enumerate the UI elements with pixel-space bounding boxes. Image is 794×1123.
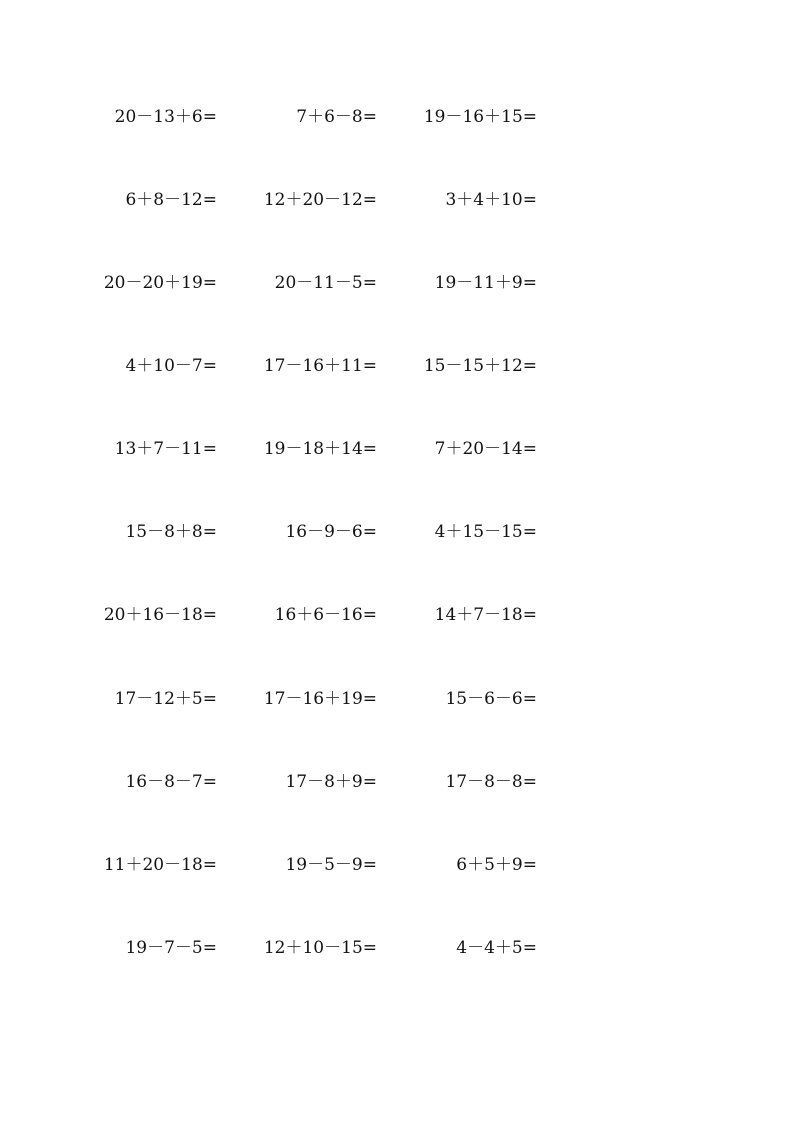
arithmetic-problem: 14＋7－18= [434, 605, 537, 625]
problem-row [0, 268, 794, 298]
arithmetic-problem: 11＋20－18= [103, 855, 217, 875]
arithmetic-problem: 19－11＋9= [434, 273, 537, 293]
arithmetic-problem: 4－4＋5= [456, 938, 537, 958]
problem-row [0, 351, 794, 381]
arithmetic-problem: 17－16＋19= [263, 689, 377, 709]
arithmetic-problem: 20－11－5= [274, 273, 377, 293]
arithmetic-problem: 19－18＋14= [263, 439, 377, 459]
arithmetic-problem: 20＋16－18= [103, 605, 217, 625]
arithmetic-problem: 12＋20－12= [263, 190, 377, 210]
arithmetic-problem: 6＋5＋9= [456, 855, 537, 875]
arithmetic-problem: 17－16＋11= [263, 356, 377, 376]
arithmetic-problem: 15－6－6= [445, 689, 537, 709]
arithmetic-problem: 12＋10－15= [263, 938, 377, 958]
problem-row [0, 185, 794, 215]
problem-row [0, 600, 794, 630]
problem-row [0, 102, 794, 132]
problem-row [0, 517, 794, 547]
arithmetic-problem: 3＋4＋10= [445, 190, 537, 210]
arithmetic-problem: 16－9－6= [285, 522, 377, 542]
problem-row [0, 434, 794, 464]
problem-row [0, 850, 794, 880]
arithmetic-problem: 20－20＋19= [103, 273, 217, 293]
problem-row [0, 767, 794, 797]
arithmetic-problem: 4＋10－7= [125, 356, 217, 376]
arithmetic-problem: 6＋8－12= [125, 190, 217, 210]
arithmetic-problem: 7＋20－14= [434, 439, 537, 459]
arithmetic-problem: 19－7－5= [125, 938, 217, 958]
arithmetic-problem: 17－8＋9= [285, 772, 377, 792]
arithmetic-problem: 15－15＋12= [423, 356, 537, 376]
arithmetic-problem: 15－8＋8= [125, 522, 217, 542]
problem-row [0, 684, 794, 714]
arithmetic-problem: 19－16＋15= [423, 107, 537, 127]
arithmetic-problem: 4＋15－15= [434, 522, 537, 542]
arithmetic-problem: 16＋6－16= [274, 605, 377, 625]
arithmetic-problem: 20－13＋6= [114, 107, 217, 127]
arithmetic-problem: 19－5－9= [285, 855, 377, 875]
arithmetic-problem: 17－8－8= [445, 772, 537, 792]
arithmetic-problem: 16－8－7= [125, 772, 217, 792]
arithmetic-problem: 17－12＋5= [114, 689, 217, 709]
problem-row [0, 933, 794, 963]
arithmetic-problem: 7＋6－8= [296, 107, 377, 127]
arithmetic-problem: 13＋7－11= [114, 439, 217, 459]
